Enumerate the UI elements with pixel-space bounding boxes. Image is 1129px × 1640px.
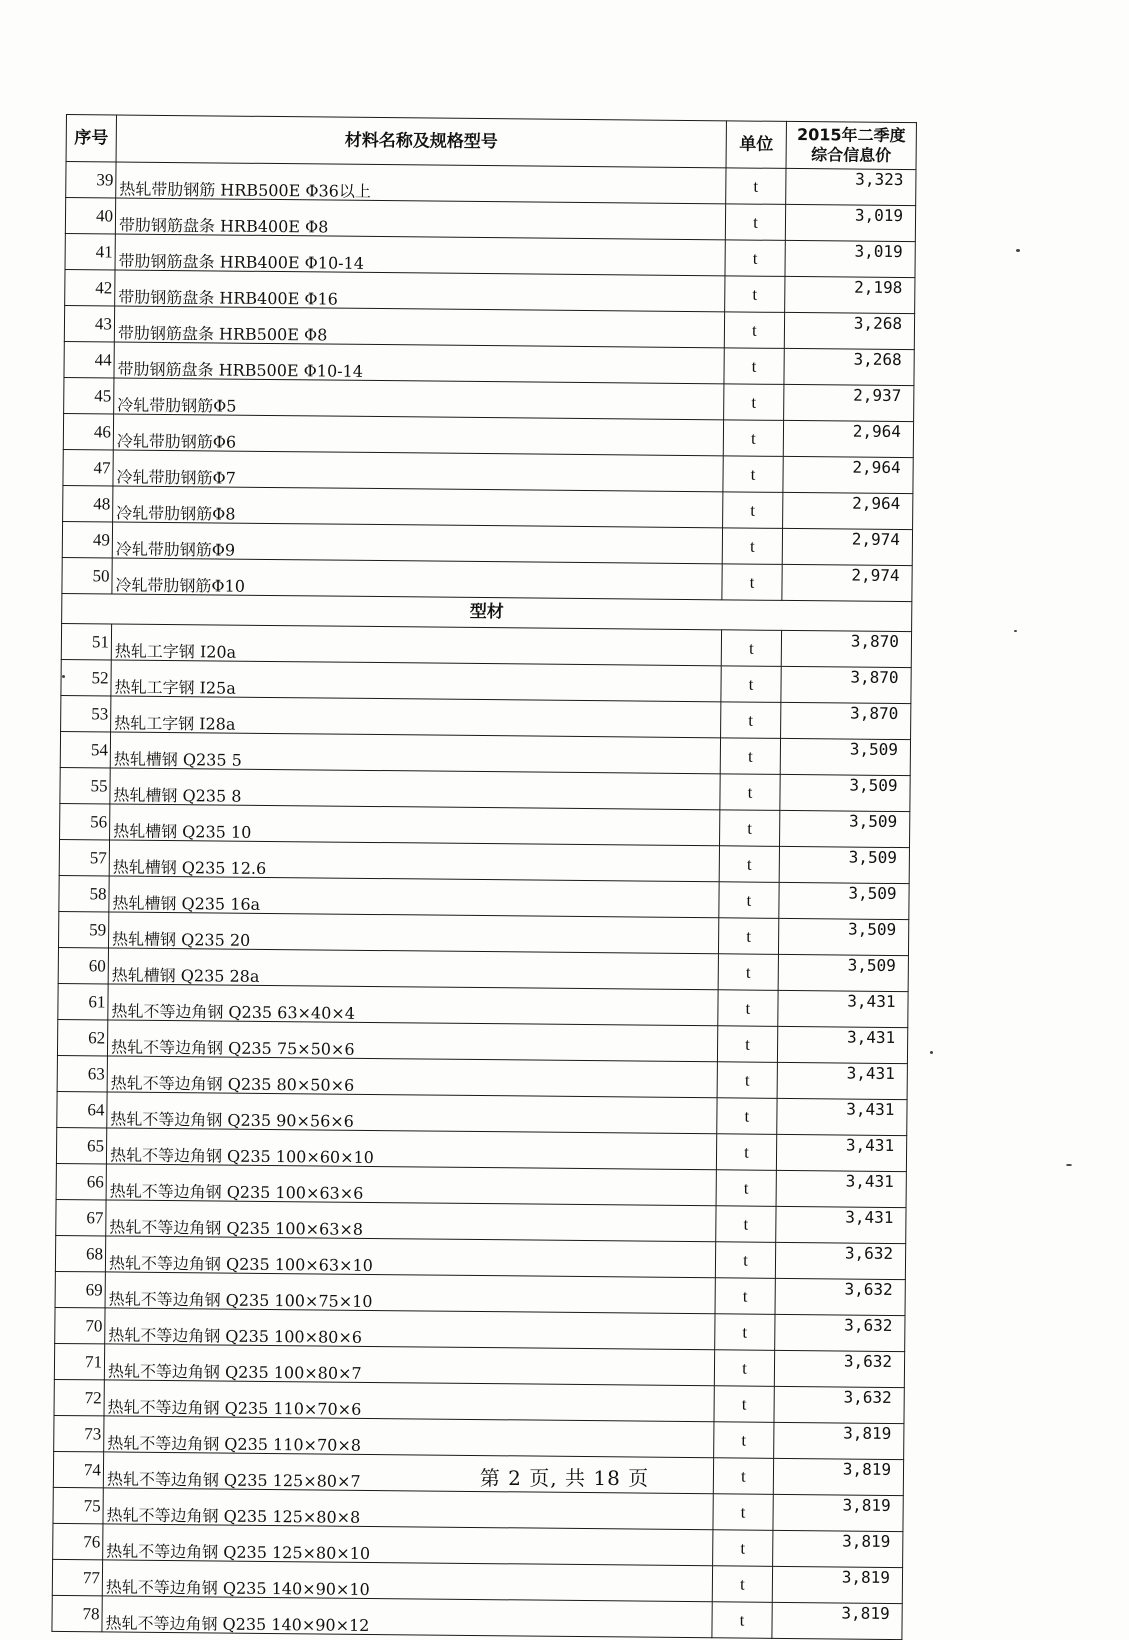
cell-no: 62 — [57, 1019, 107, 1055]
cell-no: 39 — [66, 162, 116, 198]
table-row — [52, 1559, 902, 1603]
table-row — [53, 1487, 903, 1531]
table-row — [61, 623, 911, 667]
cell-unit: t — [714, 1386, 774, 1423]
cell-unit: t — [715, 1242, 775, 1279]
cell-name: 热轧不等边角钢 Q235 140×90×10 — [102, 1560, 712, 1602]
cell-name: 热轧不等边角钢 Q235 80×50×6 — [107, 1056, 717, 1098]
cell-name: 热轧工字钢 I20a — [111, 624, 721, 666]
cell-name: 热轧不等边角钢 Q235 110×70×6 — [104, 1380, 714, 1422]
cell-no: 70 — [55, 1307, 105, 1343]
table-row — [56, 1199, 906, 1243]
page-footer: 第 2 页, 共 18 页 — [479, 1466, 650, 1490]
cell-unit: t — [712, 1602, 772, 1639]
cell-name: 热轧槽钢 Q235 10 — [110, 804, 720, 846]
cell-price: 3,632 — [774, 1350, 904, 1387]
cell-no: 58 — [59, 875, 109, 911]
cell-no: 60 — [58, 947, 108, 983]
cell-name: 热轧槽钢 Q235 28a — [108, 948, 718, 990]
cell-price: 3,632 — [774, 1386, 904, 1423]
cell-price: 3,431 — [776, 1134, 906, 1171]
scan-speck — [930, 1051, 933, 1054]
cell-name: 热轧不等边角钢 Q235 100×63×6 — [106, 1164, 716, 1206]
header-unit: 单位 — [726, 121, 786, 169]
cell-price: 3,431 — [777, 1062, 907, 1099]
cell-name: 热轧工字钢 I25a — [111, 660, 721, 702]
cell-name: 热轧不等边角钢 Q235 140×90×12 — [102, 1596, 712, 1638]
cell-unit: t — [723, 420, 783, 457]
cell-name: 热轧不等边角钢 Q235 63×40×4 — [108, 984, 718, 1026]
cell-name: 热轧不等边角钢 Q235 100×80×7 — [104, 1344, 714, 1386]
cell-name: 热轧槽钢 Q235 8 — [110, 768, 720, 810]
cell-unit: t — [721, 630, 781, 667]
cell-unit: t — [717, 1026, 777, 1063]
cell-name: 冷轧带肋钢筋Φ5 — [114, 378, 724, 420]
cell-name: 冷轧带肋钢筋Φ7 — [113, 450, 723, 492]
cell-price: 3,632 — [775, 1314, 905, 1351]
cell-price: 3,019 — [785, 204, 915, 241]
table-row — [57, 1019, 907, 1063]
cell-unit: t — [718, 918, 778, 955]
table-row — [58, 911, 908, 955]
scan-speck — [1066, 1164, 1072, 1166]
table-row — [62, 521, 912, 565]
cell-price: 3,431 — [776, 1170, 906, 1207]
cell-no: 56 — [60, 803, 110, 839]
table-row — [54, 1379, 904, 1423]
cell-no: 63 — [57, 1055, 107, 1091]
table-row — [66, 162, 916, 206]
cell-name: 带肋钢筋盘条 HRB400E Φ16 — [115, 270, 725, 312]
cell-no: 65 — [56, 1127, 106, 1163]
cell-price: 3,431 — [778, 990, 908, 1027]
table-row — [59, 875, 909, 919]
cell-name: 带肋钢筋盘条 HRB500E Φ8 — [114, 306, 724, 348]
scan-speck — [1014, 630, 1017, 632]
cell-unit: t — [723, 492, 783, 529]
cell-unit: t — [715, 1278, 775, 1315]
table-row — [60, 803, 910, 847]
cell-no: 59 — [58, 911, 108, 947]
cell-price: 3,819 — [773, 1494, 903, 1531]
cell-name: 热轧槽钢 Q235 12.6 — [109, 840, 719, 882]
cell-no: 42 — [65, 269, 115, 305]
table-row — [55, 1271, 905, 1315]
cell-no: 57 — [59, 839, 109, 875]
cell-no: 43 — [64, 305, 114, 341]
cell-price: 3,632 — [775, 1278, 905, 1315]
cell-name: 热轧不等边角钢 Q235 110×70×8 — [104, 1416, 714, 1458]
cell-unit: t — [720, 810, 780, 847]
cell-no: 49 — [62, 521, 112, 557]
cell-price: 2,974 — [782, 564, 912, 601]
cell-name: 热轧不等边角钢 Q235 90×56×6 — [107, 1092, 717, 1134]
cell-price: 2,198 — [785, 276, 915, 313]
table-row — [53, 1523, 903, 1567]
table-row — [65, 233, 915, 277]
table-row — [60, 767, 910, 811]
cell-name: 热轧不等边角钢 Q235 125×80×10 — [103, 1524, 713, 1566]
cell-name: 热轧不等边角钢 Q235 75×50×6 — [107, 1020, 717, 1062]
cell-price: 3,819 — [773, 1530, 903, 1567]
cell-no: 50 — [62, 557, 112, 593]
header-price-line1: 2015年二季度 — [796, 125, 906, 146]
table-row — [58, 947, 908, 991]
table-row — [57, 1055, 907, 1099]
cell-no: 75 — [53, 1487, 103, 1523]
table-row — [64, 377, 914, 421]
cell-unit: t — [722, 528, 782, 565]
cell-unit: t — [718, 954, 778, 991]
cell-no: 69 — [55, 1271, 105, 1307]
cell-unit: t — [712, 1566, 772, 1603]
cell-price: 3,819 — [772, 1566, 902, 1603]
cell-price: 3,019 — [785, 240, 915, 277]
cell-price: 2,964 — [783, 456, 913, 493]
cell-name: 热轧不等边角钢 Q235 100×63×10 — [105, 1236, 715, 1278]
cell-name: 热轧槽钢 Q235 20 — [108, 912, 718, 954]
table-row — [54, 1343, 904, 1387]
cell-name: 热轧工字钢 I28a — [111, 696, 721, 738]
cell-price: 3,870 — [781, 702, 911, 739]
table-row — [61, 659, 911, 703]
cell-unit: t — [715, 1314, 775, 1351]
cell-unit: t — [716, 1134, 776, 1171]
cell-no: 64 — [57, 1091, 107, 1127]
cell-unit: t — [719, 882, 779, 919]
cell-no: 41 — [65, 233, 115, 269]
cell-unit: t — [718, 990, 778, 1027]
cell-no: 45 — [64, 377, 114, 413]
cell-no: 40 — [65, 198, 115, 234]
cell-unit: t — [714, 1422, 774, 1459]
table-row — [59, 839, 909, 883]
cell-unit: t — [714, 1350, 774, 1387]
cell-price: 2,964 — [783, 492, 913, 529]
cell-price: 2,937 — [784, 384, 914, 421]
header-no: 序号 — [66, 115, 116, 162]
cell-name: 带肋钢筋盘条 HRB400E Φ8 — [115, 198, 725, 240]
cell-price: 3,870 — [781, 630, 911, 667]
section-title: 型材 — [62, 593, 912, 631]
price-table-sheet — [51, 114, 916, 1640]
cell-no: 77 — [52, 1559, 102, 1595]
cell-unit: t — [717, 1098, 777, 1135]
cell-name: 热轧不等边角钢 Q235 125×80×8 — [103, 1488, 713, 1530]
cell-no: 52 — [61, 659, 111, 695]
cell-no: 53 — [61, 695, 111, 731]
cell-price: 3,509 — [778, 954, 908, 991]
cell-no: 68 — [55, 1235, 105, 1271]
cell-no: 73 — [54, 1415, 104, 1451]
cell-no: 66 — [56, 1163, 106, 1199]
table-row — [64, 305, 914, 349]
cell-price: 3,819 — [773, 1458, 903, 1495]
cell-no: 55 — [60, 767, 110, 803]
cell-price: 3,509 — [780, 738, 910, 775]
cell-price: 3,431 — [777, 1026, 907, 1063]
cell-unit: t — [721, 702, 781, 739]
cell-name: 冷轧带肋钢筋Φ8 — [113, 486, 723, 528]
cell-unit: t — [713, 1494, 773, 1531]
cell-price: 3,268 — [784, 348, 914, 385]
cell-unit: t — [713, 1530, 773, 1567]
cell-price: 3,509 — [780, 810, 910, 847]
cell-unit: t — [717, 1062, 777, 1099]
table-row — [55, 1307, 905, 1351]
cell-unit: t — [716, 1170, 776, 1207]
cell-price: 3,632 — [775, 1242, 905, 1279]
scan-speck — [1016, 249, 1020, 252]
table-row — [54, 1415, 904, 1459]
table-row — [63, 485, 913, 529]
cell-no: 47 — [63, 449, 113, 485]
cell-price: 3,509 — [779, 882, 909, 919]
cell-name: 带肋钢筋盘条 HRB500E Φ10-14 — [114, 342, 724, 384]
table-row — [55, 1235, 905, 1279]
table-body-rebar — [62, 162, 916, 602]
table-row — [52, 1595, 902, 1639]
cell-unit: t — [724, 312, 784, 349]
cell-price: 3,870 — [781, 666, 911, 703]
cell-price: 2,974 — [782, 528, 912, 565]
cell-name: 热轧带肋钢筋 HRB500E Φ36以上 — [116, 162, 726, 204]
cell-no: 48 — [63, 485, 113, 521]
cell-unit: t — [724, 348, 784, 385]
cell-unit: t — [721, 666, 781, 703]
table-row — [56, 1127, 906, 1171]
cell-unit: t — [724, 384, 784, 421]
cell-price: 3,509 — [780, 774, 910, 811]
table-row — [65, 269, 915, 313]
cell-unit: t — [725, 240, 785, 277]
table-row — [57, 1091, 907, 1135]
table-header-row — [66, 115, 916, 170]
table-row — [62, 557, 912, 601]
cell-price: 3,268 — [784, 312, 914, 349]
cell-unit: t — [719, 846, 779, 883]
cell-unit: t — [726, 168, 786, 205]
cell-price: 3,509 — [778, 918, 908, 955]
table-row — [65, 198, 915, 242]
cell-price: 3,431 — [776, 1206, 906, 1243]
cell-unit: t — [716, 1206, 776, 1243]
cell-unit: t — [723, 456, 783, 493]
cell-unit: t — [713, 1458, 773, 1495]
table-row — [64, 341, 914, 385]
cell-no: 72 — [54, 1379, 104, 1415]
cell-price: 2,964 — [783, 420, 913, 457]
cell-unit: t — [720, 774, 780, 811]
header-price-line2: 综合信息价 — [811, 145, 892, 165]
cell-name: 热轧不等边角钢 Q235 100×75×10 — [105, 1272, 715, 1314]
cell-no: 76 — [53, 1523, 103, 1559]
cell-price: 3,431 — [777, 1098, 907, 1135]
table-row — [63, 449, 913, 493]
cell-unit: t — [725, 276, 785, 313]
table-row — [61, 695, 911, 739]
table-row — [60, 731, 910, 775]
cell-name: 热轧槽钢 Q235 5 — [110, 732, 720, 774]
cell-price: 3,323 — [786, 168, 916, 205]
header-price — [786, 121, 916, 169]
cell-no: 44 — [64, 341, 114, 377]
header-name: 材料名称及规格型号 — [116, 115, 726, 168]
cell-no: 78 — [52, 1595, 102, 1631]
cell-no: 74 — [53, 1451, 103, 1487]
cell-unit: t — [725, 204, 785, 241]
cell-price: 3,819 — [772, 1602, 902, 1639]
cell-name: 冷轧带肋钢筋Φ10 — [112, 558, 722, 600]
cell-no: 51 — [61, 623, 111, 659]
cell-no: 46 — [63, 413, 113, 449]
cell-no: 67 — [56, 1199, 106, 1235]
cell-name: 热轧不等边角钢 Q235 100×63×8 — [106, 1200, 716, 1242]
cell-name: 热轧不等边角钢 Q235 100×80×6 — [105, 1308, 715, 1350]
cell-unit: t — [722, 564, 782, 601]
cell-price: 3,509 — [779, 846, 909, 883]
cell-price: 3,819 — [774, 1422, 904, 1459]
cell-name: 热轧不等边角钢 Q235 125×80×7 — [103, 1452, 713, 1494]
table-row — [63, 413, 913, 457]
cell-no: 61 — [58, 983, 108, 1019]
price-table — [51, 114, 917, 1640]
cell-name: 冷轧带肋钢筋Φ9 — [112, 522, 722, 564]
cell-name: 热轧不等边角钢 Q235 100×60×10 — [106, 1128, 716, 1170]
cell-name: 冷轧带肋钢筋Φ6 — [113, 414, 723, 456]
table-row — [58, 983, 908, 1027]
cell-no: 54 — [60, 731, 110, 767]
cell-no: 71 — [54, 1343, 104, 1379]
cell-name: 热轧槽钢 Q235 16a — [109, 876, 719, 918]
table-row — [56, 1163, 906, 1207]
cell-name: 带肋钢筋盘条 HRB400E Φ10-14 — [115, 234, 725, 276]
cell-unit: t — [720, 738, 780, 775]
